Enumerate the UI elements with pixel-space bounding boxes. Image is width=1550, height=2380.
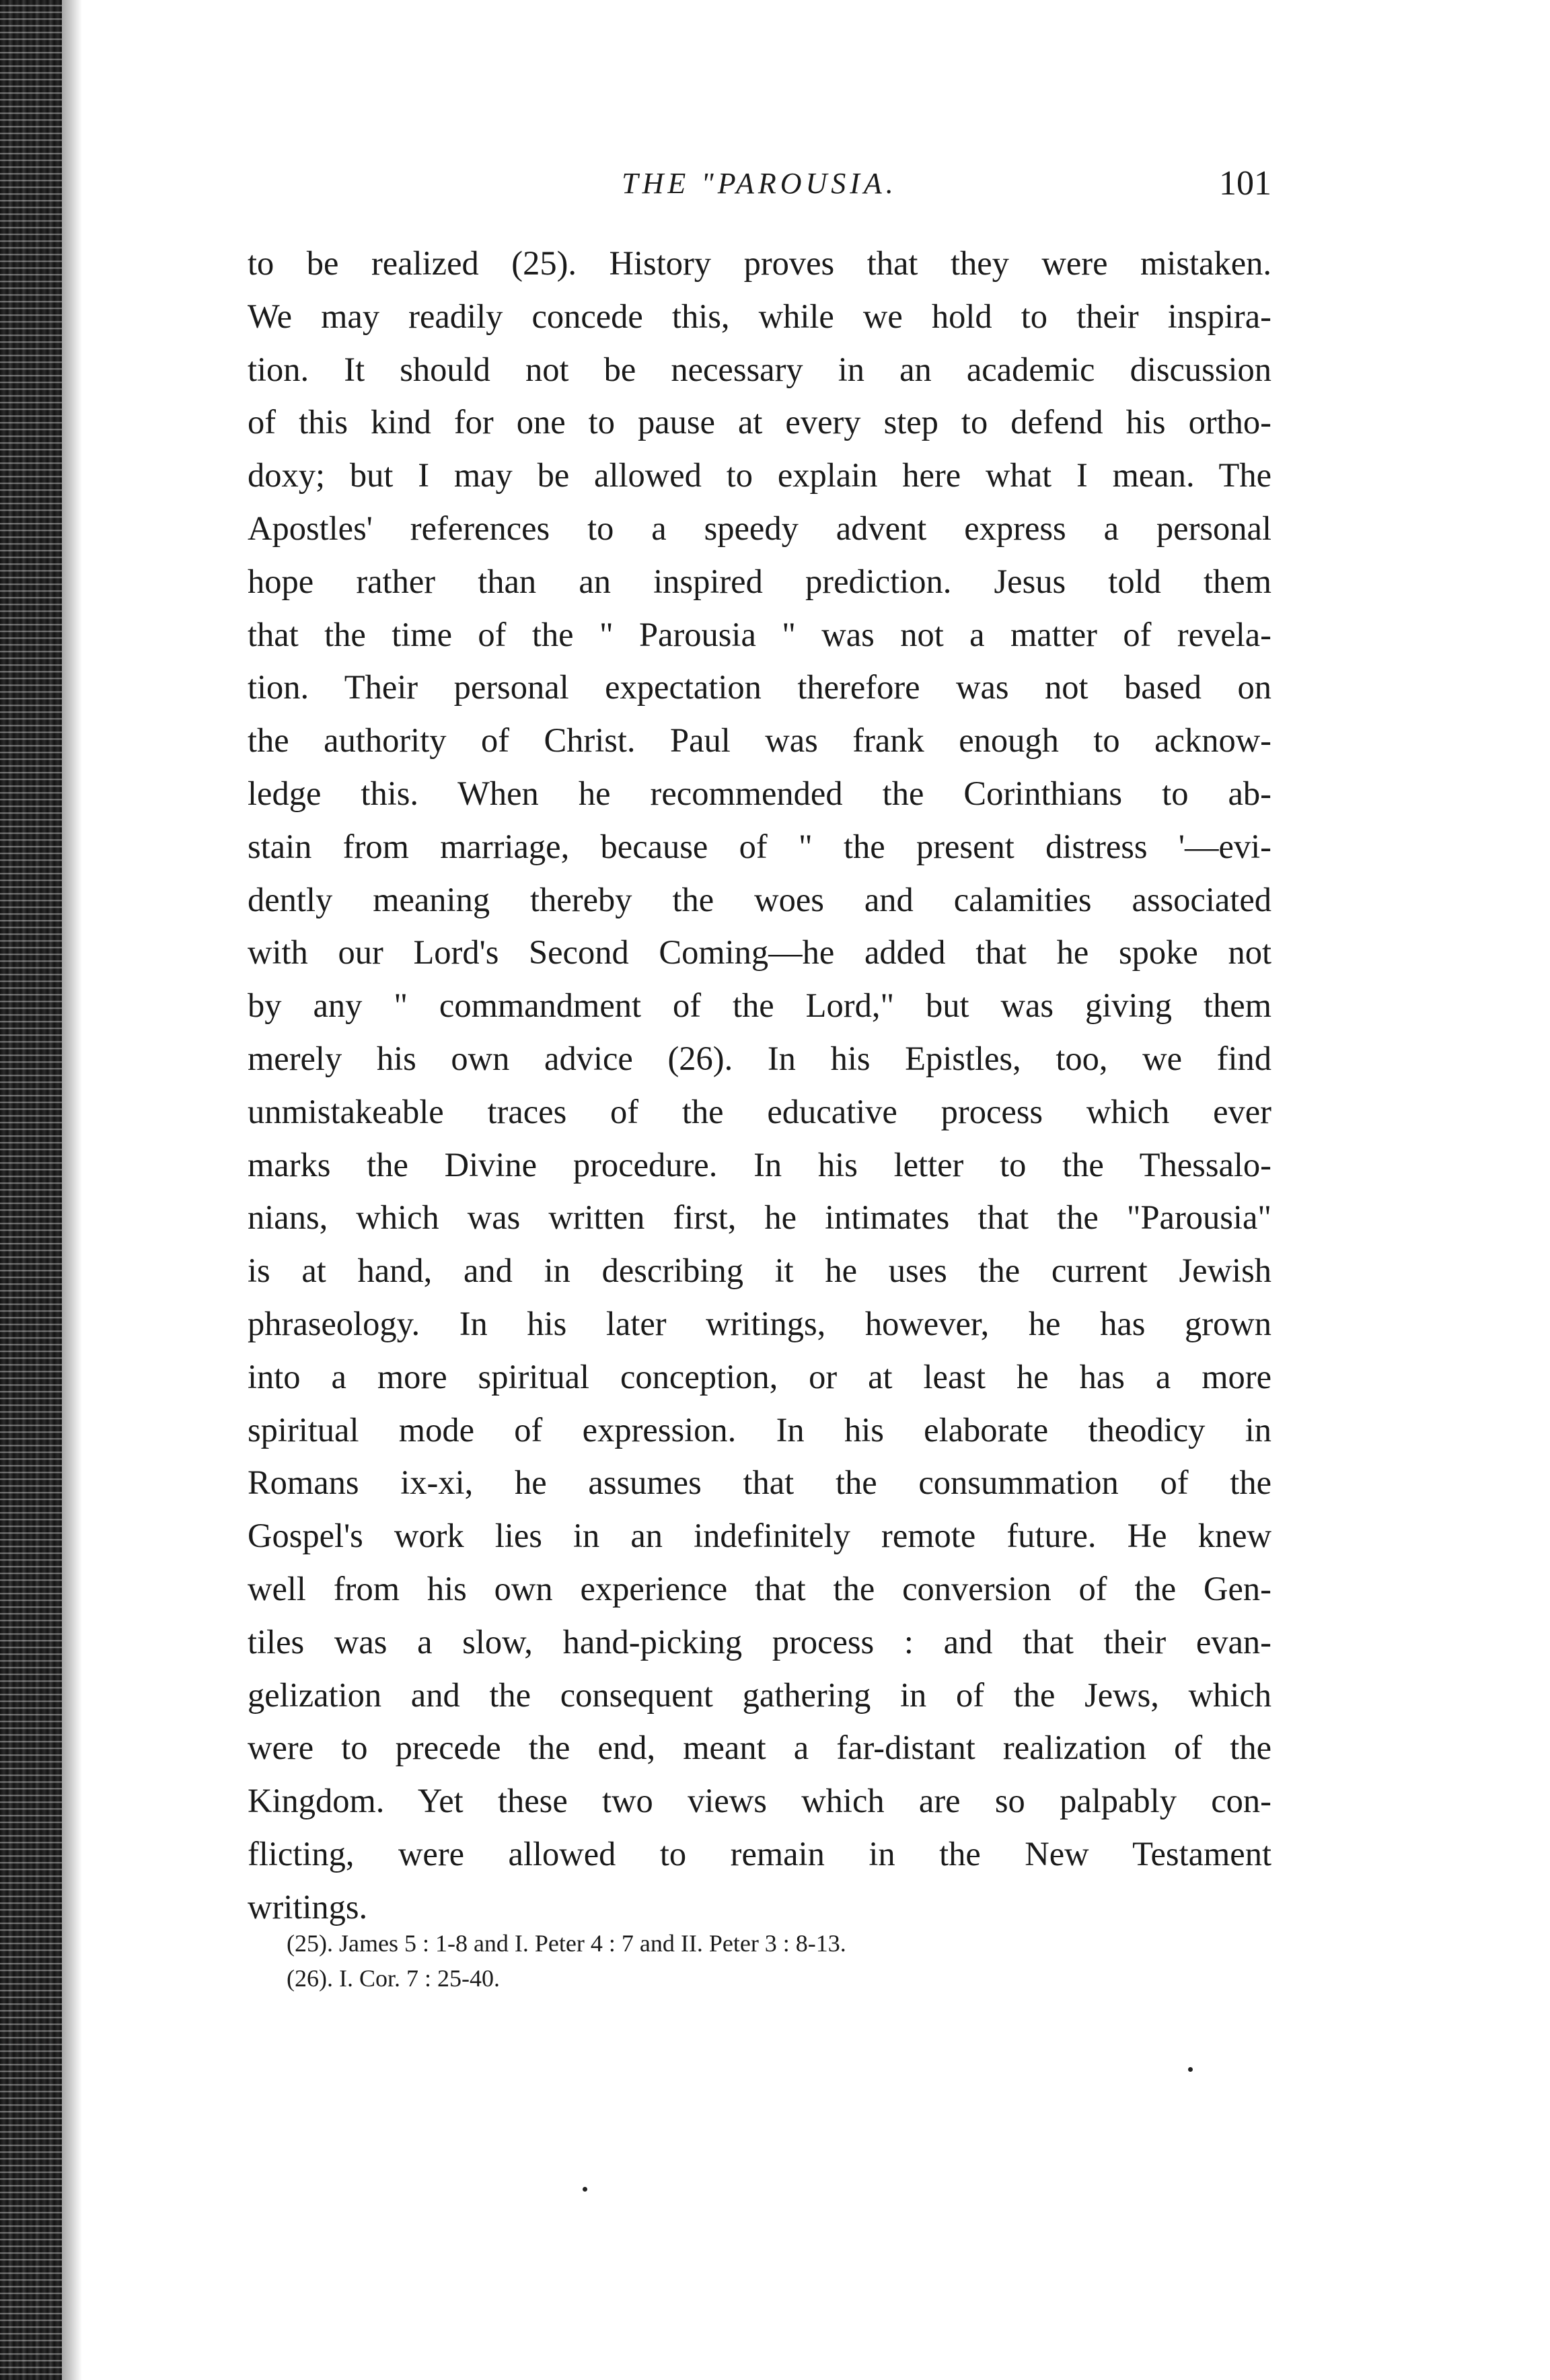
body-line: unmistakeable traces of the educative process which ever <box>248 1092 1271 1130</box>
body-line: dently meaning thereby the woes and calamities associated <box>248 880 1271 918</box>
body-line: nians, which was written first, he intimates that the "Parousia" <box>248 1198 1271 1237</box>
running-title: THE "PAROUSIA. <box>622 167 897 200</box>
body-line: by any " commandment of the Lord," but was giving them <box>248 986 1271 1025</box>
body-line: tion. It should not be necessary in an academic discussion <box>248 350 1271 388</box>
body-line: hope rather than an inspired prediction. Jesus told them <box>248 562 1271 600</box>
body-line: with our Lord's Second Coming—he added that he spoke not <box>248 933 1271 972</box>
footnote: (25). James 5 : 1-8 and I. Peter 4 : 7 and II. Peter 3 : 8-13. <box>287 1930 846 1957</box>
body-line: Apostles' references to a speedy advent express a personal <box>248 509 1271 547</box>
body-line: phraseology. In his later writings, however, he has grown <box>248 1304 1271 1342</box>
footnote: (26). I. Cor. 7 : 25-40. <box>287 1965 500 1992</box>
body-line: We may readily concede this, while we hold to their inspira- <box>248 297 1271 335</box>
body-line: well from his own experience that the conversion of the Gen- <box>248 1569 1271 1608</box>
running-head <box>248 160 1271 207</box>
body-line: writings. <box>248 1887 368 1926</box>
body-line: flicting, were allowed to remain in the New Testament <box>248 1834 1271 1873</box>
print-speck <box>1188 2067 1193 2072</box>
body-line: to be realized (25). History proves that they were mistaken. <box>248 244 1271 282</box>
print-speck <box>583 2187 587 2192</box>
body-line: of this kind for one to pause at every step to defend his ortho- <box>248 403 1271 441</box>
body-line: ledge this. When he recommended the Corinthians to ab- <box>248 774 1271 812</box>
body-line: marks the Divine procedure. In his letter to the Thessalo- <box>248 1145 1271 1184</box>
body-line: gelization and the consequent gathering in of the Jews, which <box>248 1675 1271 1714</box>
body-line: Gospel's work lies in an indefinitely remote future. He knew <box>248 1517 1271 1555</box>
body-line: stain from marriage, because of " the present distress '—evi- <box>248 827 1271 865</box>
body-line: merely his own advice (26). In his Epistles, too, we find <box>248 1039 1271 1077</box>
body-line: tion. Their personal expectation therefore was not based on <box>248 668 1271 707</box>
body-line: doxy; but I may be allowed to explain here what I mean. The <box>248 456 1271 495</box>
body-line: into a more spiritual conception, or at least he has a more <box>248 1357 1271 1396</box>
body-line: that the time of the " Parousia " was not a matter of revela- <box>248 615 1271 653</box>
body-line: spiritual mode of expression. In his elaborate theodicy in <box>248 1410 1271 1449</box>
page-number: 101 <box>1219 164 1271 203</box>
body-line: tiles was a slow, hand-picking process : and that their evan- <box>248 1622 1271 1661</box>
body-line: were to precede the end, meant a far-distant realization of the <box>248 1729 1271 1767</box>
body-line: the authority of Christ. Paul was frank enough to acknow- <box>248 721 1271 760</box>
page-binding-edge <box>0 0 62 2380</box>
footnotes <box>287 1926 1228 1996</box>
body-line: is at hand, and in describing it he uses the current Jewish <box>248 1252 1271 1290</box>
body-line: Kingdom. Yet these two views which are so palpably con- <box>248 1782 1271 1820</box>
body-line: Romans ix-xi, he assumes that the consummation of the <box>248 1464 1271 1502</box>
body-text <box>248 237 1271 1934</box>
